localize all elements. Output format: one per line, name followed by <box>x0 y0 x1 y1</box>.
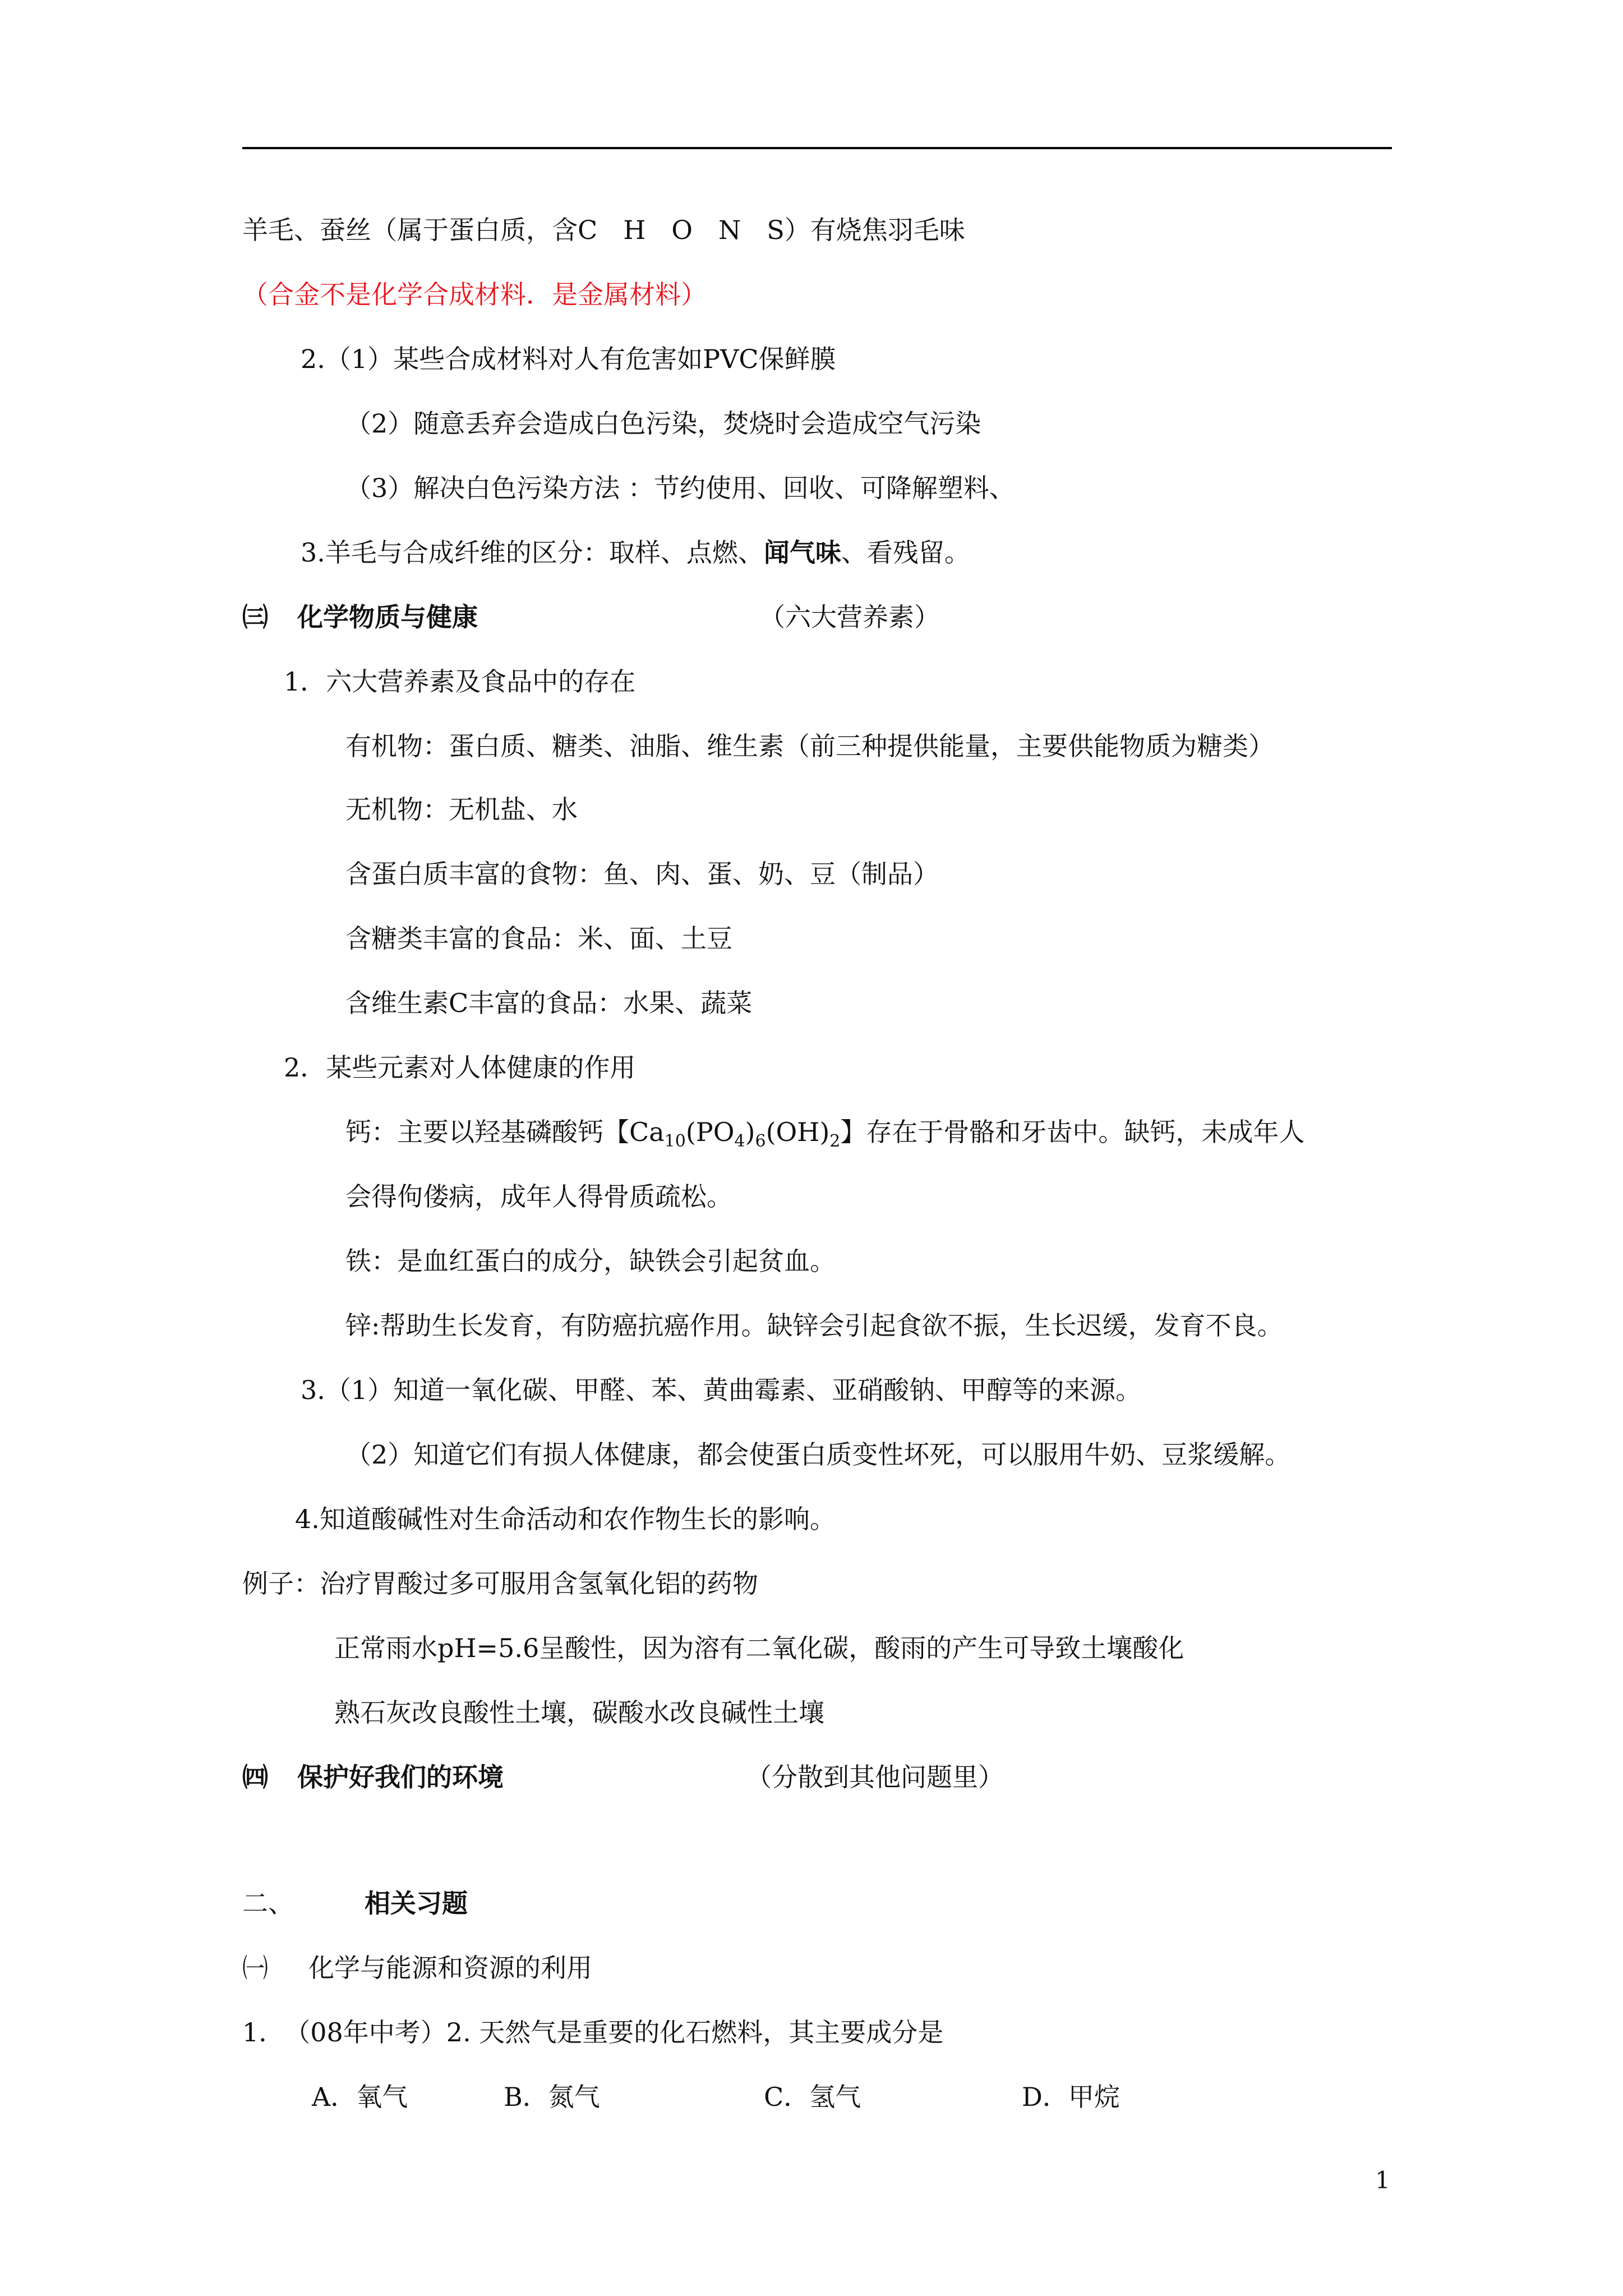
alloy-note: （合金不是化学合成材料．是金属材料） <box>242 279 707 310</box>
question-1: 1． （08年中考）2. 天然气是重要的化石燃料，其主要成分是 <box>242 2017 944 2047</box>
option-b: B．氮气 <box>504 2082 600 2112</box>
calcium-text: 钙：主要以羟基磷酸钙【Ca <box>345 1117 665 1147</box>
section-number: ㈢ <box>242 602 268 632</box>
subsection-number: ㈠ <box>242 1953 268 1983</box>
sugar-foods-line: 含糖类丰富的食品：米、面、土豆 <box>345 923 732 954</box>
section-number: ㈣ <box>242 1762 268 1792</box>
subsection-title: 化学与能源和资源的利用 <box>308 1953 592 1983</box>
calcium-phosphate: (PO <box>685 1117 735 1147</box>
phosphate-subscript: 4 <box>734 1131 745 1151</box>
section-note: （分散到其他问题里） <box>746 1762 1004 1792</box>
example-line-2: 正常雨水pH=5.6呈酸性，因为溶有二氧化碳，酸雨的产生可导致土壤酸化 <box>334 1633 1184 1663</box>
question-1-options <box>312 2080 1209 2114</box>
harmful-effects-item: （2）知道它们有损人体健康，都会使蛋白质变性坏死，可以服用牛奶、豆浆缓解。 <box>345 1439 1291 1470</box>
header-rule <box>242 147 1392 149</box>
fiber-distinction-text: 3.羊毛与合成纤维的区分：取样、点燃、 <box>301 537 764 568</box>
zinc-line: 锌:帮助生长发育，有防癌抗癌作用。缺锌会引起食欲不振，生长迟缓，发育不良。 <box>345 1310 1283 1341</box>
option-c: C．氢气 <box>764 2082 861 2112</box>
phosphate-count-subscript: 6 <box>755 1131 766 1151</box>
example-line-1: 例子：治疗胃酸过多可服用含氢氧化铝的药物 <box>242 1568 758 1599</box>
wool-silk-line: 羊毛、蚕丝（属于蛋白质，含C H O N S）有烧焦羽毛味 <box>242 215 965 245</box>
vitamin-c-foods-line: 含维生素C丰富的食品：水果、蔬菜 <box>345 988 753 1018</box>
fiber-distinction-end: 、看残留。 <box>841 537 970 568</box>
iron-line: 铁：是血红蛋白的成分，缺铁会引起贫血。 <box>345 1246 836 1276</box>
nutrients-item: 1．六大营养素及食品中的存在 <box>284 666 636 697</box>
example-line-3: 熟石灰改良酸性土壤，碳酸水改良碱性土壤 <box>334 1697 824 1728</box>
synthetic-harm-item: 2.（1）某些合成材料对人有危害如PVC保鲜膜 <box>301 344 836 374</box>
hydroxide-subscript: 2 <box>829 1131 841 1151</box>
fiber-distinction-smell: 闻气味 <box>763 537 841 568</box>
white-pollution-solution-item: （3）解决白色污染方法 ：节约使用、回收、可降解塑料、 <box>345 473 1015 503</box>
inorganic-line: 无机物：无机盐、水 <box>345 794 578 825</box>
hydroxide: (OH) <box>766 1117 830 1147</box>
calcium-paren: ) <box>745 1117 755 1147</box>
option-d: D．甲烷 <box>1022 2082 1120 2112</box>
fiber-distinction-item <box>301 536 970 569</box>
section-heading-environment <box>242 1760 1364 1794</box>
section-heading-health <box>242 600 1364 634</box>
harmful-sources-item: 3.（1）知道一氧化碳、甲醛、苯、黄曲霉素、亚硝酸钠、甲醇等的来源。 <box>301 1375 1142 1405</box>
calcium-line <box>345 1115 1304 1158</box>
organic-line: 有机物：蛋白质、糖类、油脂、维生素（前三种提供能量，主要供能物质为糖类） <box>345 731 1274 761</box>
calcium-rest: 】存在于骨骼和牙齿中。缺钙，未成年人 <box>840 1117 1305 1147</box>
white-pollution-item: （2）随意丢弃会造成白色污染，焚烧时会造成空气污染 <box>345 408 981 439</box>
page-number: 1 <box>1375 2166 1390 2194</box>
calcium-line-2: 会得佝偻病，成年人得骨质疏松。 <box>345 1181 732 1212</box>
calcium-subscript: 10 <box>664 1131 686 1151</box>
section-title: 化学物质与健康 <box>297 602 478 632</box>
chapter-number: 二、 <box>242 1888 294 1918</box>
section-note: （六大营养素） <box>759 602 940 632</box>
section-title: 保护好我们的环境 <box>297 1762 504 1792</box>
acidity-item: 4.知道酸碱性对生命活动和农作物生长的影响。 <box>295 1504 836 1534</box>
option-a: A．氧气 <box>312 2082 408 2112</box>
chapter-heading <box>242 1887 915 1920</box>
subsection-heading <box>242 1951 1140 1985</box>
protein-foods-line: 含蛋白质丰富的食物：鱼、肉、蛋、奶、豆（制品） <box>345 859 939 889</box>
chapter-title: 相关习题 <box>365 1888 468 1918</box>
elements-item: 2．某些元素对人体健康的作用 <box>284 1052 636 1083</box>
